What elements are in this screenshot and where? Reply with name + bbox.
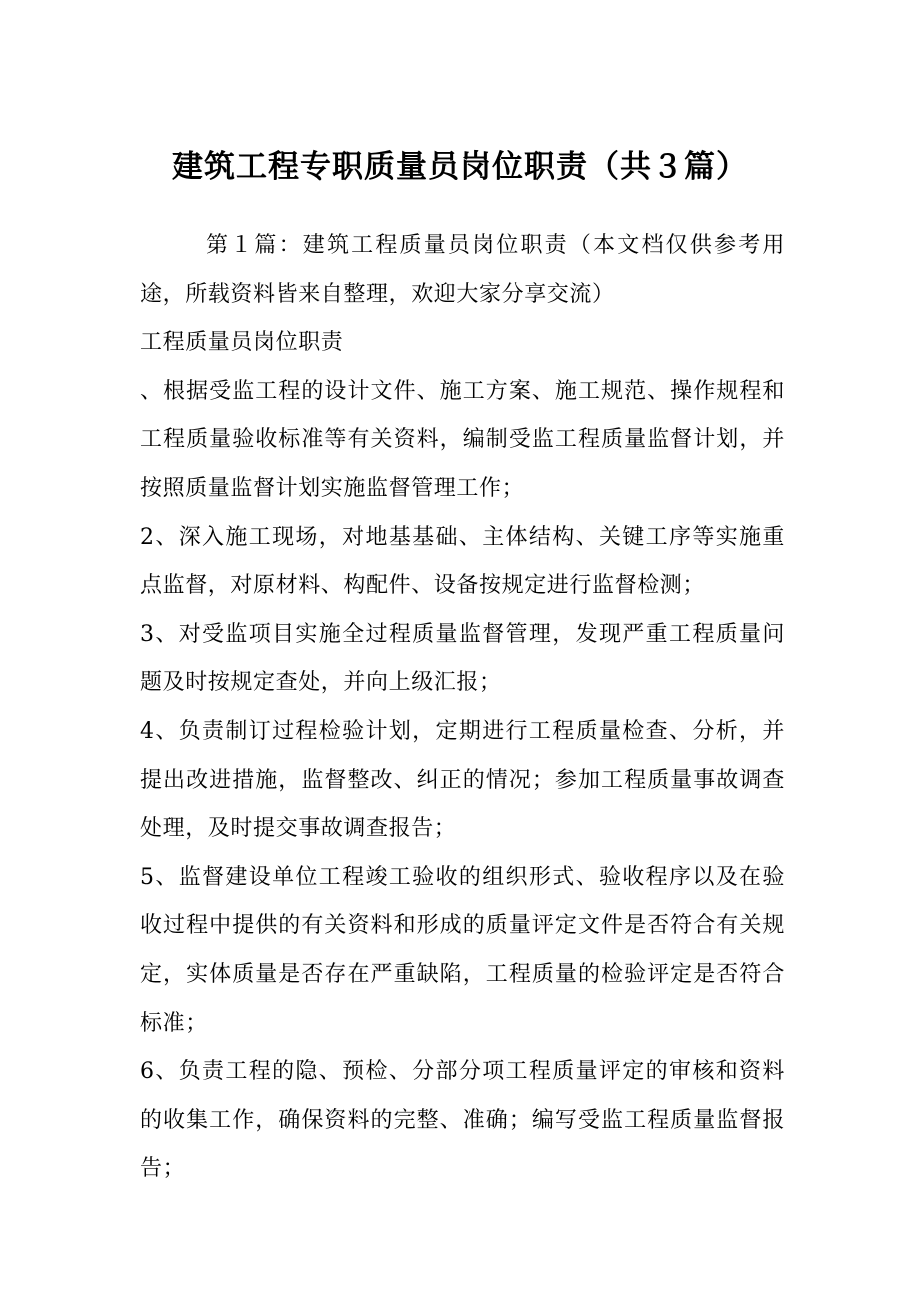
document-body <box>140 222 785 1194</box>
duty-item-3: 3、对受监项目实施全过程质量监督管理，发现严重工程质量问题及时按规定查处，并向上级汇报； <box>140 621 785 696</box>
duty-item-2: 2、深入施工现场，对地基基础、主体结构、关键工序等实施重点监督，对原材料、构配件、设备按规定进行监督检测； <box>140 524 785 599</box>
paragraph-intro: 第１篇：建筑工程质量员岗位职责（本文档仅供参考用途，所载资料皆来自整理，欢迎大家分享交流） <box>140 233 785 307</box>
duty-item-4: 4、负责制订过程检验计划，定期进行工程质量检查、分析，并提出改进措施，监督整改、纠正的情况；参加工程质量事故调查处理，及时提交事故调查报告； <box>140 718 785 842</box>
section-heading: 工程质量员岗位职责 <box>140 330 344 356</box>
duty-item-6: 6、负责工程的隐、预检、分部分项工程质量评定的审核和资料的收集工作，确保资料的完整、准确；编写受监工程质量监督报告； <box>140 1059 785 1182</box>
document-title: 建筑工程专职质量员岗位职责（共３篇） <box>172 149 748 185</box>
duty-item-5: 5、监督建设单位工程竣工验收的组织形式、验收程序以及在验收过程中提供的有关资料和形成的质量评定文件是否符合有关规定，实体质量是否存在严重缺陷，工程质量的检验评定是否符合标准； <box>140 864 785 1036</box>
duty-item-1: 、根据受监工程的设计文件、施工方案、施工规范、操作规程和工程质量验收标准等有关资料，编制受监工程质量监督计划，并按照质量监督计划实施监督管理工作； <box>140 378 785 501</box>
